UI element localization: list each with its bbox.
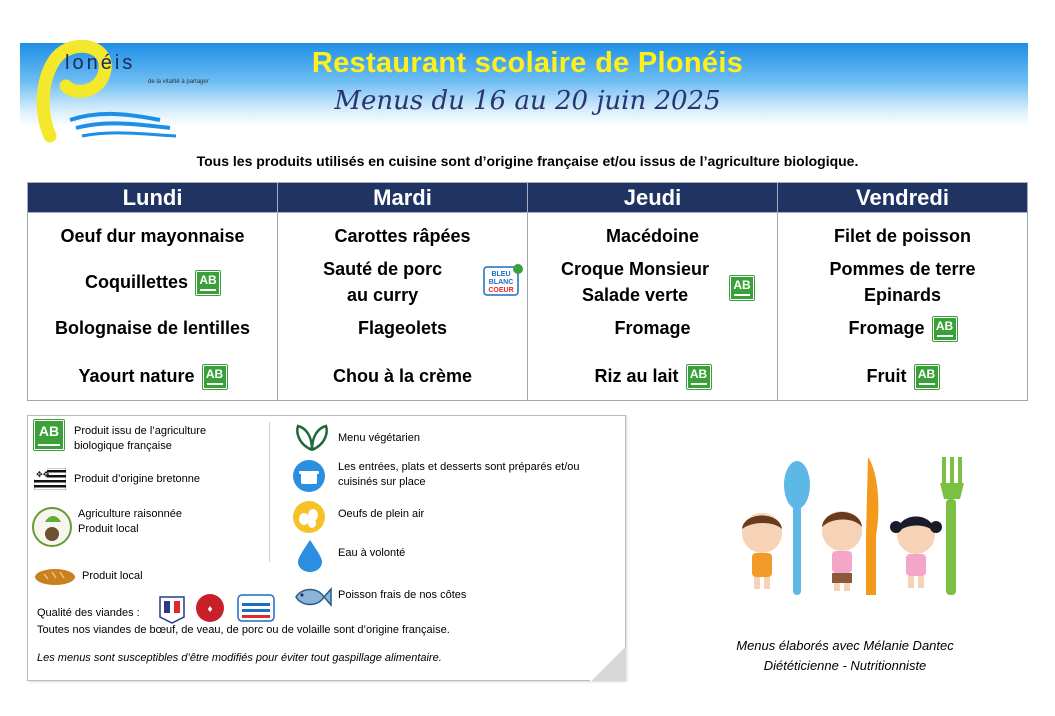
menu-column-jeudi <box>528 213 778 401</box>
bread-icon <box>34 566 76 588</box>
eggs-icon <box>292 500 326 534</box>
menu-column-mardi <box>278 213 528 401</box>
vegetarian-leaf-icon <box>294 422 330 452</box>
legend-disclaimer: Les menus sont susceptibles d’être modifiés pour éviter tout gaspillage alimentaire. <box>37 652 442 664</box>
bbc-text-3: COEUR <box>488 287 514 294</box>
menu-row <box>28 213 1028 401</box>
ab-bio-icon: AB <box>196 271 220 295</box>
day-header-vendredi: Vendredi <box>778 183 1028 213</box>
legend-panel <box>27 415 626 681</box>
logo-text: lonéis <box>65 52 136 74</box>
menu-column-lundi <box>28 213 278 401</box>
legend-poisson: Poisson frais de nos côtes <box>338 589 467 601</box>
legend-bio: Produit issu de l’agriculture biologique française <box>74 425 207 452</box>
page-subtitle: Menus du 16 au 20 juin 2025 <box>334 86 721 116</box>
svg-text:♦: ♦ <box>207 604 213 615</box>
dish: Chou à la crème <box>332 366 473 386</box>
day-header-mardi: Mardi <box>278 183 528 213</box>
ab-bio-icon: AB <box>730 276 754 300</box>
dish: Filet de poisson <box>833 226 971 246</box>
ab-bio-icon: AB <box>34 420 64 450</box>
water-drop-icon <box>294 538 326 572</box>
dish: Bolognaise de lentilles <box>54 318 251 338</box>
bbc-text-2: BLANC <box>488 279 514 286</box>
origin-notice: Tous les produits utilisés en cuisine sont d’origine française et/ou issus de l’agriculture biologique. <box>196 153 859 169</box>
dish: Croque Monsieur Salade verte <box>561 259 710 305</box>
ab-bio-icon: AB <box>687 365 711 389</box>
logo-tagline: de la vitalité à partager <box>148 79 209 85</box>
dish: Oeuf dur mayonnaise <box>60 226 245 246</box>
ab-bio-icon: AB <box>933 317 957 341</box>
dish: Macédoine <box>605 226 700 246</box>
page-title: Restaurant scolaire de Plonéis <box>311 47 744 79</box>
dish: Fromage <box>614 318 691 338</box>
bleu-blanc-coeur-icon <box>483 263 525 301</box>
dish: Pommes de terre Epinards <box>829 259 976 305</box>
legend-surplace: Les entrées, plats et desserts sont préparés et/ou cuisinés sur place <box>338 461 580 488</box>
bbc-text-1: BLEU <box>491 271 511 278</box>
kids-cutlery-illustration <box>730 455 970 605</box>
svg-text:✥✥: ✥✥ <box>36 470 50 479</box>
menu-table <box>27 182 1028 401</box>
dish: Sauté de porc au curry <box>323 259 443 305</box>
legend-oeufs: Oeufs de plein air <box>338 508 425 520</box>
ab-bio-icon: AB <box>915 365 939 389</box>
legend-eau: Eau à volonté <box>338 547 406 559</box>
dish: Carottes râpées <box>334 226 471 246</box>
dietitian-credit: Menus élaborés avec Mélanie Dantec Diététicienne - Nutritionniste <box>736 638 954 673</box>
legend-local: Produit local <box>82 570 143 582</box>
day-header-row <box>28 183 1028 213</box>
dish: Yaourt nature AB <box>28 363 277 389</box>
legend-vegetarien: Menu végétarien <box>338 432 420 444</box>
dish: Fruit AB <box>778 363 1027 389</box>
legend-viandes-text: Toutes nos viandes de bœuf, de veau, de porc ou de volaille sont d’origine française. <box>37 624 450 636</box>
page-fold <box>590 647 626 681</box>
dish: Riz au lait AB <box>528 363 777 389</box>
legend-bretonne: Produit d’origine bretonne <box>74 473 200 485</box>
agriculture-raisonnee-icon <box>31 506 73 548</box>
day-header-lundi: Lundi <box>28 183 278 213</box>
cooking-pot-icon <box>292 459 326 493</box>
meat-quality-labels-icon <box>158 591 278 625</box>
legend-raisonnee: Agriculture raisonnée Produit local <box>78 508 182 535</box>
legend-divider <box>269 422 270 562</box>
dish: Fromage AB <box>778 315 1027 341</box>
menu-column-vendredi <box>778 213 1028 401</box>
day-header-jeudi: Jeudi <box>528 183 778 213</box>
dish: Coquillettes AB <box>28 269 277 295</box>
breton-flag-icon <box>34 468 66 490</box>
ab-bio-icon: AB <box>203 365 227 389</box>
dish: Flageolets <box>357 318 448 338</box>
legend-viandes-label: Qualité des viandes : <box>37 607 140 619</box>
fish-icon <box>292 584 332 610</box>
